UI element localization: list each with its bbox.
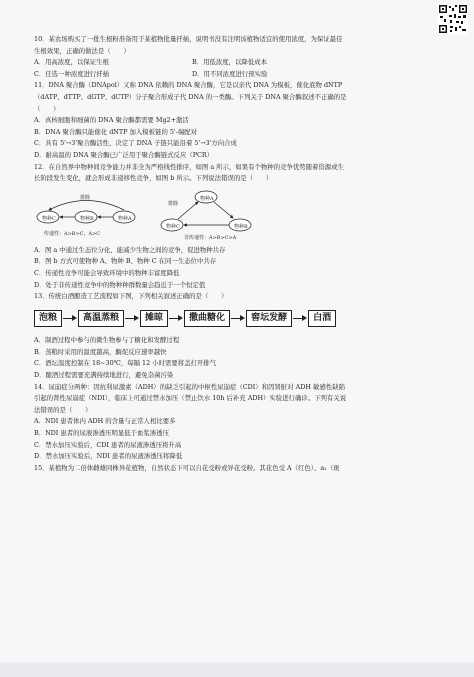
q10-option-d: D．用不同浓度进行预实验 (192, 69, 268, 78)
q14-option-b: B．NDI 患者的尿液渗透压明显低于血浆渗透压 (34, 429, 169, 438)
fig-a-node-c-label: 物种C (42, 215, 56, 222)
q10-stem-1: 10．某农场购买了一批生根粉准备用于某植物批量扦插，说明书没有注明该植物适宜的使用浓度，为保证最佳 (34, 35, 343, 43)
flow-step-2: 高温蒸粮 (78, 310, 124, 328)
fig-b-node-a-label: 物种A (200, 195, 214, 202)
q11-option-d: D．耐高温的 DNA 聚合酶已广泛用于聚合酶链式反应（PCR） (34, 150, 214, 159)
q12-figure (34, 187, 454, 243)
flow-arrow-icon (62, 314, 78, 322)
q12-stem-2: 长阶段发生变化，就会形成非递移性竞争，如图 b 所示。下列说法错误的是（ ） (34, 174, 273, 183)
q12-stem-1: 12．在自然界中物种间竞争能力并非全为严格线性排序，如图 a 所示，如果有个物种的竞争优势随着资源或生 (34, 162, 344, 171)
q13-option-c: C．酒坛温度控制在 18~30℃，每隔 12 小时需要将盖打开排气 (34, 359, 217, 368)
q10-stem-2: 生根效果，正确的做法是（ ） (34, 46, 130, 55)
q14-option-a: A．NDI 患者体内 ADH 的含量与正常人相比要多 (34, 417, 176, 426)
fig-a-arrow-label: 排除 (80, 194, 91, 201)
fig-a-node-b-label: 物种B (80, 215, 94, 222)
q10-option-b: B．用低浓度，以降低成本 (192, 58, 267, 67)
q14-stem-2: 引起的肾性尿崩症（NDI），临床上可通过禁水加压（禁止饮水 10h 后补充 ADH）实验进行确诊。下列有关说 (34, 394, 347, 403)
q10-option-a: A．用高浓度，以保证生根 (34, 58, 109, 67)
q15-stem-1: 15．某植物为二倍体雌雄同株异花植物，自然状态下可以自花受粉或异花受粉。其花色受 A（红色）、a₁（斑 (34, 463, 340, 472)
q13-option-b: B．蒸粮时采用的温度越高，酶促反应速率越快 (34, 347, 167, 356)
q12-option-b: B．图 b 方式可使物种 A、物种 B、物种 C 在同一生态位中共存 (34, 257, 217, 266)
fig-b-node-b-label: 物种B (234, 223, 248, 230)
q11-option-b: B．DNA 聚合酶只能催化 dNTP 加入模板链的 5'-端配对 (34, 127, 198, 136)
page-bottom-margin (0, 662, 474, 677)
q10-options-row-2 (34, 69, 454, 81)
q13-option-a: A．制酒过程中参与的微生物参与了糖化和发酵过程 (34, 336, 180, 345)
q12-option-c: C．传递性竞争可能会导致环境中的物种丰富度降低 (34, 268, 180, 277)
question-content (34, 34, 454, 474)
flow-step-4: 撒曲糖化 (184, 310, 230, 328)
q11-option-a: A．真核细胞和细菌的 DNA 聚合酶都需要 Mg2+激活 (34, 116, 189, 125)
q13-option-d: D．酿酒过程需要充满持续地进行，避免杂菌污染 (34, 371, 174, 380)
flow-arrow-icon (230, 314, 246, 322)
q11-stem-3: （ ） (34, 104, 60, 113)
flow-arrow-icon (292, 314, 308, 322)
q12-option-a: A．图 a 中通过生态位分化，能减少生物之间的竞争，促进物种共存 (34, 245, 226, 254)
q10-options-row-1 (34, 57, 454, 69)
flow-step-6: 白酒 (308, 310, 336, 328)
q14-stem-3: 法错误的是（ ） (34, 405, 92, 414)
q11-stem-1: 11．DNA 聚合酶（DNApol）又称 DNA 依赖的 DNA 聚合酶，它是以亲代 DNA 为模板，催化底物 dNTP (34, 81, 343, 90)
flow-step-5: 窖坛发酵 (246, 310, 292, 328)
q10-option-c: C．任选一种浓度进行扦插 (34, 69, 110, 78)
fig-b-node-c-label: 物种C (166, 223, 180, 230)
fig-b-arrow-label: 排除 (168, 200, 179, 207)
fig-b-arrow-ab (214, 202, 233, 218)
flow-step-3: 摊晾 (140, 310, 168, 328)
fig-a-order: 传递性：A>B>C，A>C (44, 230, 101, 237)
fig-b-order: 非传递性：A>B>C>A (184, 234, 237, 241)
qr-code-icon (438, 4, 468, 34)
flow-step-1: 泡粮 (34, 310, 62, 328)
fig-a-node-a-label: 物种A (118, 215, 132, 222)
q11-stem-2: （dATP、dTTP、dGTP、dCTP）分子聚合形成子代 DNA 的一类酶。下列关于 DNA 聚合酶叙述不正确的是 (34, 92, 347, 101)
flow-arrow-icon (168, 314, 184, 322)
q14-option-d: D．禁水加压实验后，NDI 患者的尿液渗透压将降低 (34, 452, 183, 461)
fig-b-arrow-ca (178, 202, 198, 219)
q12-option-d: D．处于非传递性竞争中的物种种群数量会趋近于一个恒定值 (34, 280, 206, 289)
q14-option-c: C．禁水加压实验后，CDI 患者的尿液渗透压将升高 (34, 440, 182, 449)
q14-stem-1: 14．尿崩症分两种：因抗利尿激素（ADH）的缺乏引起的中枢性尿崩症（CDI）和因肾脏对 ADH 敏感性缺陷 (34, 382, 345, 391)
flow-arrow-icon (124, 314, 140, 322)
q13-process-flow (34, 310, 454, 328)
q11-option-c: C．具有 5'→3'聚合酶活性，决定了 DNA 子链只能沿着 5'→3'方向合成 (34, 139, 237, 148)
q13-stem: 13．传统白酒酿造工艺流程如下图，下列相关叙述正确的是（ ） (34, 292, 228, 301)
